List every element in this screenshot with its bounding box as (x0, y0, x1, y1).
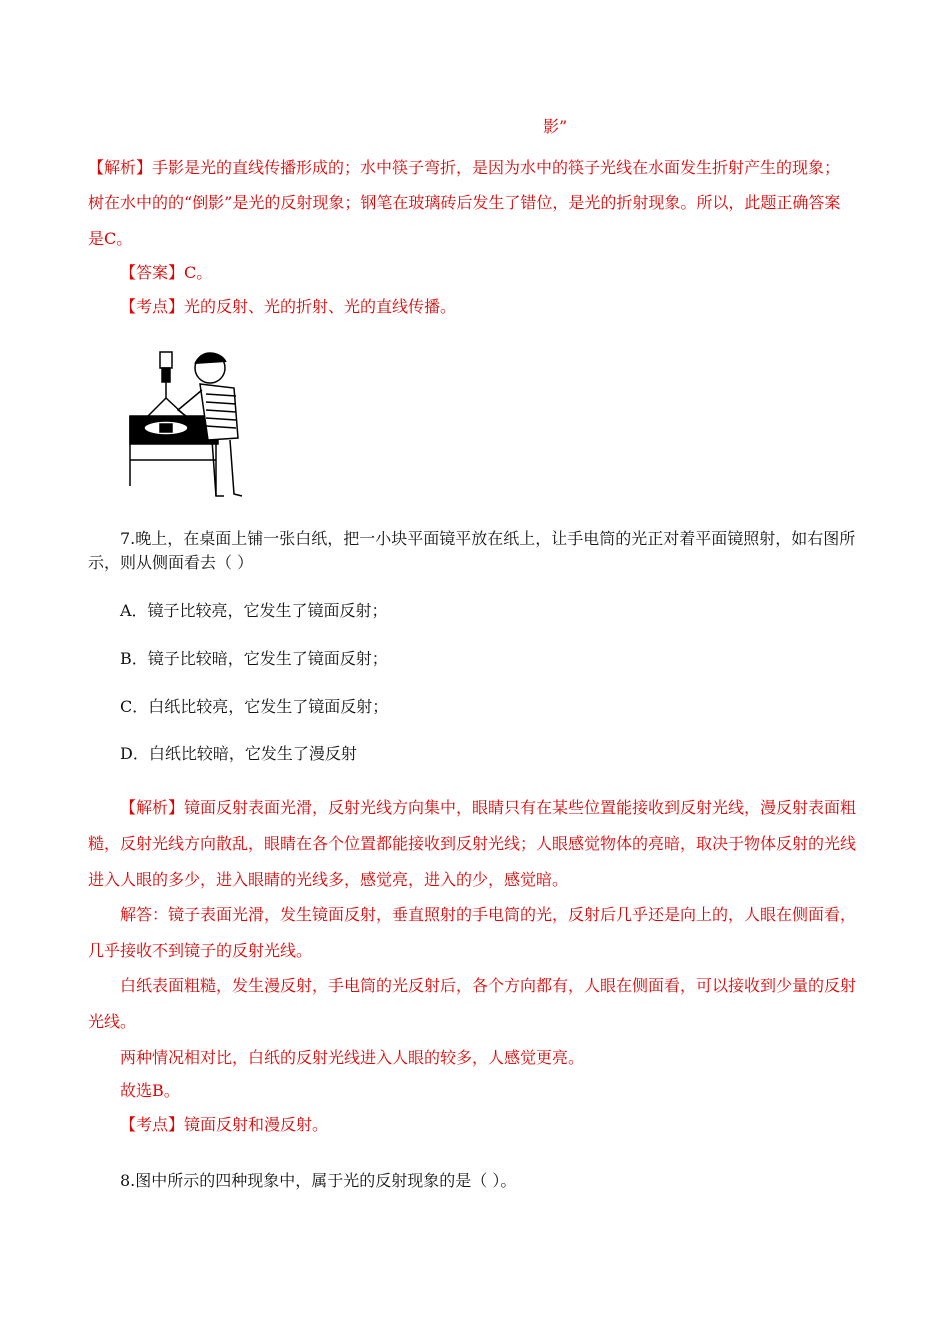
q7-option-b: B．镜子比较暗，它发生了镜面反射； (120, 649, 388, 668)
q7-analysis-line-2: 糙，反射光线方向散乱，眼睛在各个位置都能接收到反射光线；人眼感觉物体的亮暗，取决于物体反射的光线 (88, 834, 857, 853)
top-fragment: 影” (543, 117, 568, 136)
q7-solution-line-1: 解答：镜子表面光滑，发生镜面反射，垂直照射的手电筒的光，反射后几乎还是向上的，人眼在侧面看， (120, 905, 857, 924)
q6-answer: 【答案】C。 (120, 263, 213, 282)
q7-option-a: A．镜子比较亮，它发生了镜面反射； (120, 601, 388, 620)
q7-solution-line-5: 两种情况相对比，白纸的反射光线进入人眼的较多，人感觉更亮。 (120, 1048, 585, 1067)
q7-option-c: C．白纸比较亮，它发生了镜面反射； (120, 697, 389, 716)
flashlight-mirror-illustration (122, 346, 262, 502)
q7-option-d: D．白纸比较暗，它发生了漫反射 (120, 744, 357, 763)
q7-analysis-line-3: 进入人眼的多少，进入眼睛的光线多，感觉亮，进入的少，感觉暗。 (88, 870, 569, 889)
q8-stem: 8.图中所示的四种现象中，属于光的反射现象的是（ ）。 (120, 1171, 517, 1190)
q6-analysis-line-2: 树在水中的的“倒影”是光的反射现象；钢笔在玻璃砖后发生了错位，是光的折射现象。所以，此题正确答案 (88, 193, 841, 212)
q6-analysis-line-3: 是C。 (88, 229, 133, 248)
q7-stem-line-2: 示，则从侧面看去（ ） (88, 553, 254, 572)
q7-stem-line-1: 7.晚上，在桌面上铺一张白纸，把一小块平面镜平放在纸上，让手电筒的光正对着平面镜照射，如右图所 (120, 529, 856, 548)
q7-analysis-line-1: 【解析】镜面反射表面光滑，反射光线方向集中，眼睛只有在某些位置能接收到反射光线，漫反射表面粗 (120, 798, 857, 817)
q7-solution-line-2: 几乎接收不到镜子的反射光线。 (88, 941, 313, 960)
q7-solution-line-6: 故选B。 (120, 1081, 180, 1100)
q6-topic: 【考点】光的反射、光的折射、光的直线传播。 (120, 297, 457, 316)
q6-analysis-line-1: 【解析】手影是光的直线传播形成的；水中筷子弯折，是因为水中的筷子光线在水面发生折射产生的现象； (88, 158, 841, 177)
q7-solution-line-4: 光线。 (88, 1012, 137, 1031)
q7-solution-line-3: 白纸表面粗糙，发生漫反射，手电筒的光反射后，各个方向都有，人眼在侧面看，可以接收到少量的反射 (120, 976, 857, 995)
q7-topic: 【考点】镜面反射和漫反射。 (120, 1115, 329, 1134)
